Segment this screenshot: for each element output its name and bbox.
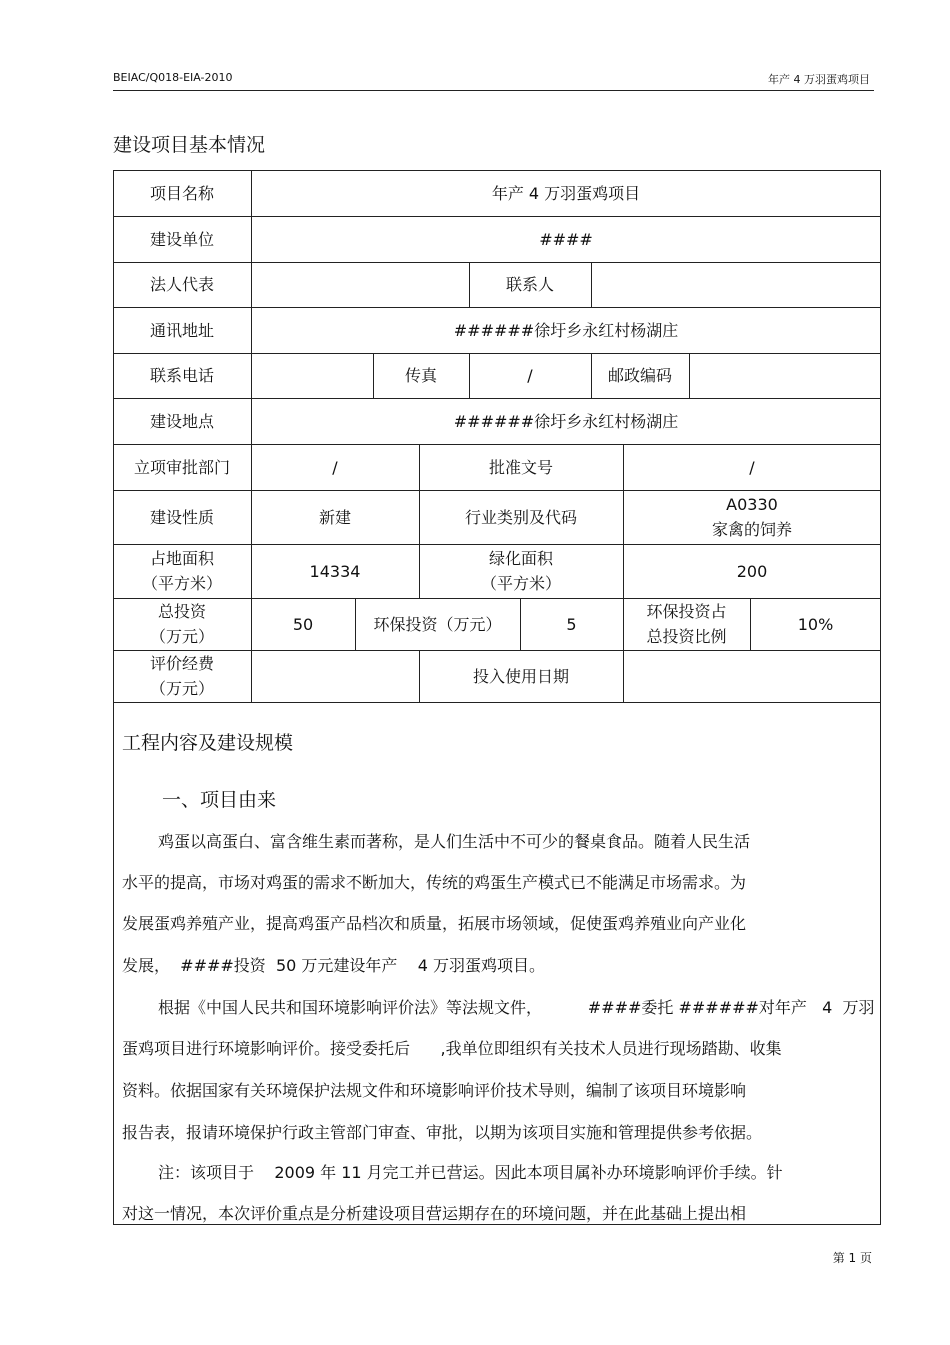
address-label: 通讯地址 [149, 320, 214, 340]
approval-dept-label: 立项审批部门 [133, 457, 230, 477]
legal-rep-label: 法人代表 [149, 275, 214, 294]
invest-label-line2: （万元） [149, 627, 214, 646]
eval-fee-value [251, 650, 419, 702]
content-heading: 一、项目由来 [162, 789, 277, 811]
nature-value: 新建 [318, 507, 351, 527]
paragraph-line: 水平的提高，市场对鸡蛋的需求不断加大，传统的鸡蛋生产模式已不能满足市场需求。为 [122, 873, 747, 892]
paragraph-line: 发展， ####投资 50 万元建设年产 4 万羽蛋鸡项目。 [122, 956, 546, 975]
eval-fee-label [113, 650, 251, 702]
area-label-line1: 占地面积 [149, 549, 214, 568]
header-project-name: 年产 4 万羽蛋鸡项目 [768, 73, 870, 86]
eval-fee-label-line1: 评价经费 [149, 654, 214, 673]
env-invest-label: 环保投资（万元） [373, 614, 502, 634]
green-label-line1: 绿化面积 [488, 549, 553, 568]
site-value: ######徐圩乡永红村杨湖庄 [453, 411, 679, 431]
eval-fee-label-line2: （万元） [149, 679, 214, 698]
approval-no-value: / [749, 457, 755, 477]
env-ratio-label-line1: 环保投资占 [646, 602, 727, 621]
header-doc-code: BEIAC/Q018-EIA-2010 [113, 71, 233, 84]
row-divider [113, 702, 881, 703]
approval-dept-value: / [332, 457, 338, 477]
green-label-line2: （平方米） [480, 574, 561, 593]
phone-label: 联系电话 [149, 366, 214, 385]
site-label: 建设地点 [149, 411, 214, 431]
area-value: 14334 [309, 561, 361, 581]
green-label [419, 544, 623, 598]
area-label-line2: （平方米） [141, 574, 222, 593]
contact-value [591, 262, 881, 307]
fax-label: 传真 [404, 366, 437, 385]
postcode-value [689, 353, 881, 398]
page-number: 第 1 页 [832, 1251, 872, 1265]
industry-label: 行业类别及代码 [464, 507, 577, 527]
env-invest-value: 5 [566, 614, 577, 634]
paragraph-line: 蛋鸡项目进行环境影响评价。接受委托后 ,我单位即组织有关技术人员进行现场踏勘、收集 [122, 1039, 782, 1058]
header-divider [113, 90, 874, 91]
industry-value [623, 490, 881, 544]
env-ratio-value: 10% [797, 614, 834, 634]
builder-value: #### [539, 229, 593, 249]
env-ratio-label-line2: 总投资比例 [646, 627, 727, 646]
postcode-label: 邮政编码 [607, 366, 672, 385]
area-label [113, 544, 251, 598]
env-ratio-label [623, 598, 750, 650]
paragraph-line: 报告表，报请环境保护行政主管部门审查、审批，以期为该项目实施和管理提供参考依据。 [122, 1123, 763, 1142]
nature-label: 建设性质 [149, 507, 214, 527]
green-value: 200 [736, 561, 768, 581]
paragraph-line: 发展蛋鸡养殖产业，提高鸡蛋产品档次和质量，拓展市场领域，促使蛋鸡养殖业向产业化 [122, 914, 747, 933]
use-date-label: 投入使用日期 [472, 666, 569, 686]
paragraph-line: 根据《中国人民共和国环境影响评价法》等法规文件， ####委托 ######对年产 4 万羽 [158, 998, 875, 1017]
address-value: ######徐圩乡永红村杨湖庄 [453, 320, 679, 340]
contact-label: 联系人 [505, 275, 554, 294]
paragraph-line: 鸡蛋以高蛋白、富含维生素而著称，是人们生活中不可少的餐桌食品。随着人民生活 [158, 832, 751, 851]
fax-value: / [527, 366, 533, 385]
invest-label [113, 598, 251, 650]
industry-code: A0330 [726, 495, 778, 514]
project-name-value: 年产 4 万羽蛋鸡项目 [491, 183, 641, 203]
invest-value: 50 [292, 614, 314, 634]
project-name-label: 项目名称 [149, 183, 214, 203]
paragraph-line: 资料。依据国家有关环境保护法规文件和环境影响评价技术导则，编制了该项目环境影响 [122, 1081, 747, 1100]
paragraph-line: 对这一情况，本次评价重点是分析建设项目营运期存在的环境问题，并在此基础上提出相 [122, 1204, 747, 1223]
phone-value [251, 353, 373, 398]
approval-no-label: 批准文号 [488, 457, 553, 477]
invest-label-line1: 总投资 [157, 602, 206, 621]
section-title: 建设项目基本情况 [113, 134, 266, 156]
use-date-value [623, 650, 881, 702]
industry-name: 家禽的饲养 [711, 520, 792, 539]
content-subtitle: 工程内容及建设规模 [122, 732, 294, 754]
legal-rep-value [251, 262, 469, 307]
builder-label: 建设单位 [149, 229, 214, 249]
paragraph-line: 注：该项目于 2009 年 11 月完工并已营运。因此本项目属补办环境影响评价手续。针 [158, 1163, 783, 1182]
